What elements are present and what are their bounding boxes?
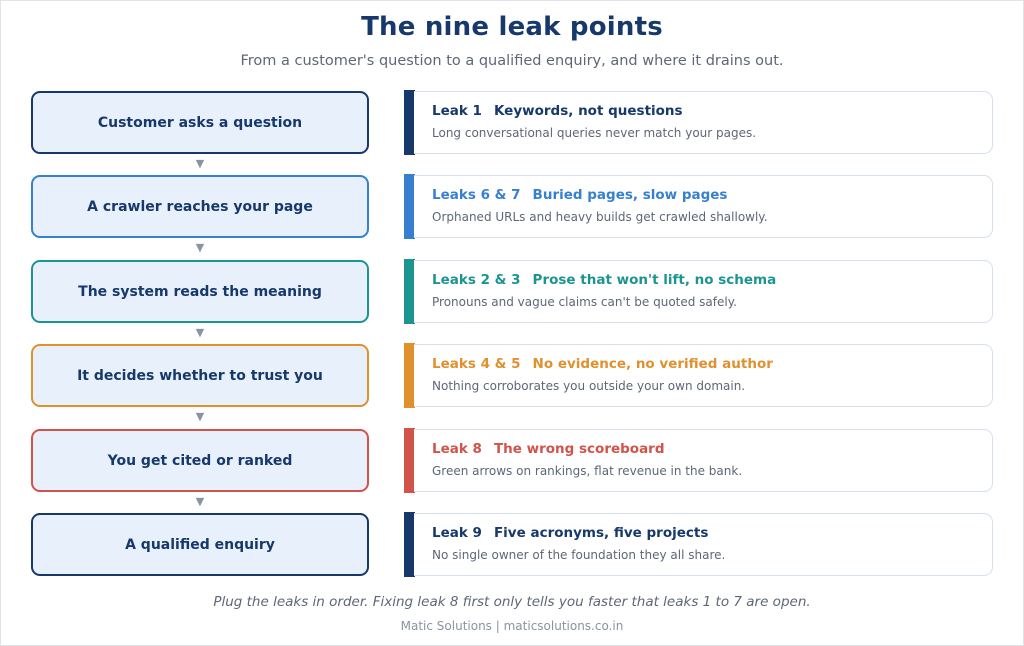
stage-box-2	[31, 175, 369, 238]
leak-card-1	[414, 91, 993, 154]
page-subtitle: From a customer's question to a qualified enquiry, and where it drains out.	[240, 53, 784, 69]
leak-heading	[432, 525, 708, 541]
leak-heading	[432, 441, 665, 457]
leak-description: Nothing corroborates you outside your own domain.	[432, 379, 746, 393]
leak-description: Pronouns and vague claims can't be quoted safely.	[432, 295, 737, 309]
leak-number: Leak 9	[432, 525, 482, 541]
leak-title: Prose that won't lift, no schema	[532, 272, 777, 288]
leak-heading	[432, 356, 773, 372]
stage-box-3	[31, 260, 369, 323]
stage-box-4	[31, 344, 369, 407]
leak-number: Leaks 4 & 5	[432, 356, 521, 372]
leak-card-3	[414, 260, 993, 323]
stage-label: A qualified enquiry	[125, 536, 275, 553]
leak-number: Leak 8	[432, 441, 482, 457]
leak-title: Buried pages, slow pages	[532, 187, 728, 203]
leak-card-2	[414, 175, 993, 238]
stage-box-6	[31, 513, 369, 576]
stage-label: A crawler reaches your page	[87, 198, 313, 215]
stage-box-1	[31, 91, 369, 154]
leak-description: Orphaned URLs and heavy builds get crawled shallowly.	[432, 210, 768, 224]
leak-card-5	[414, 429, 993, 492]
leak-description: No single owner of the foundation they all share.	[432, 548, 726, 562]
down-arrow-icon: ▼	[195, 157, 205, 170]
stage-label: It decides whether to trust you	[77, 367, 323, 384]
stage-label: The system reads the meaning	[78, 283, 322, 300]
down-arrow-icon: ▼	[195, 410, 205, 423]
leak-heading	[432, 187, 727, 203]
leak-description: Long conversational queries never match your pages.	[432, 126, 757, 140]
page-title: The nine leak points	[361, 12, 663, 42]
leak-title: No evidence, no verified author	[532, 356, 773, 372]
leak-title: Five acronyms, five projects	[493, 525, 709, 541]
leak-heading	[432, 272, 776, 288]
stage-label: Customer asks a question	[97, 114, 303, 131]
footer-note: Plug the leaks in order. Fixing leak 8 first only tells you faster that leaks 1 to 7 are open.	[213, 594, 811, 610]
stage-label: You get cited or ranked	[107, 452, 293, 469]
down-arrow-icon: ▼	[195, 241, 205, 254]
leak-number: Leaks 6 & 7	[432, 187, 521, 203]
credit-line: Matic Solutions | maticsolutions.co.in	[400, 619, 624, 633]
leak-card-4	[414, 344, 993, 407]
leak-description: Green arrows on rankings, flat revenue in the bank.	[432, 464, 743, 478]
stage-box-5	[31, 429, 369, 492]
leak-number: Leaks 2 & 3	[432, 272, 521, 288]
leak-heading	[432, 103, 683, 119]
leak-title: The wrong scoreboard	[493, 441, 665, 457]
leak-title: Keywords, not questions	[493, 103, 683, 119]
leak-card-6	[414, 513, 993, 576]
down-arrow-icon: ▼	[195, 326, 205, 339]
down-arrow-icon: ▼	[195, 495, 205, 508]
leak-number: Leak 1	[432, 103, 482, 119]
